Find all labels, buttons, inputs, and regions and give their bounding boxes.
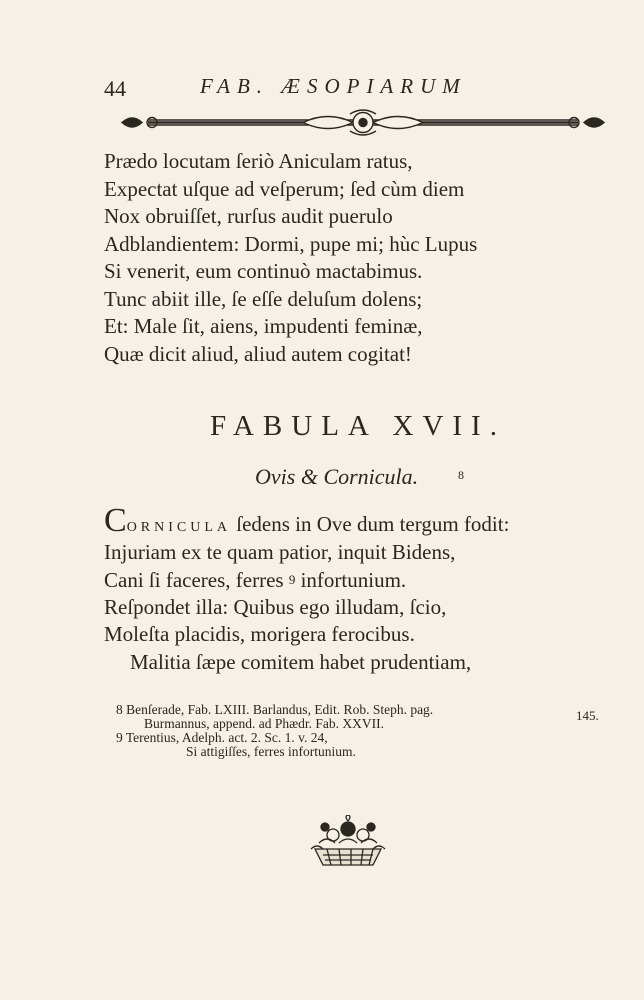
verse-text: ſedens in Ove dum tergum fodit: (231, 512, 510, 536)
small-caps-word: ORNICULA (126, 520, 232, 535)
verse-line: Prædo locutam ſeriò Aniculam ratus, (104, 149, 413, 173)
footnote-8-line: Burmannus, append. ad Phædr. Fab. XXVII. (144, 716, 384, 731)
verse-line: Malitia ſæpe comitem habet prudentiam, (130, 649, 472, 674)
verse-text: infortunium. (295, 568, 407, 592)
verse-line: Si venerit, eum continuò mactabimus. (104, 259, 423, 283)
footnote-9-line: Si attigiſſes, ferres infortunium. (186, 744, 356, 759)
verse-line: Injuriam ex te quam patior, inquit Bidens, (104, 539, 456, 564)
footnote-page-ref: 145. (576, 708, 599, 723)
footnotes (116, 703, 433, 759)
verse-line: Tunc abiit ille, ſe eſſe deluſum dolens; (104, 286, 423, 311)
footnote-ref: 9 (288, 572, 296, 587)
flower-basket-icon (305, 815, 391, 871)
fable-title: FABULA XVII. (210, 410, 506, 442)
verse-line: Quæ dicit aliud, aliud autem cogitat! (104, 341, 412, 366)
footnote-marker: 8 (458, 468, 464, 482)
drop-cap: C (104, 502, 127, 539)
verse-line-with-ref (104, 566, 509, 594)
verse-line: Nox obruiſſet, rurſus audit puerulo (104, 204, 393, 228)
verse-line-first (104, 502, 510, 539)
page-number: 44 (104, 76, 126, 101)
verse-block-bottom (104, 502, 510, 676)
footnote-8-line: 8 Benſerade, Fab. LXIII. Barlandus, Edit. Rob. Steph. pag. (116, 702, 434, 717)
fable-subtitle: Ovis & Cornicula. (255, 464, 419, 489)
page-header (104, 72, 544, 102)
footnote-9-line: 9 Terentius, Adelph. act. 2. Sc. 1. v. 24, (116, 730, 328, 745)
decorative-rule-ornament (118, 108, 608, 138)
verse-line: Et: Male ſit, aiens, impudenti feminæ, (104, 314, 423, 338)
verse-line: Moleſta placidis, morigera ferocibus. (104, 622, 415, 646)
verse-block-top (104, 148, 477, 368)
verse-line: Expectat uſque ad veſperum; ſed cùm diem (104, 176, 465, 201)
verse-line: Reſpondet illa: Quibus ego illudam, ſcio, (104, 594, 447, 619)
verse-line: Adblandientem: Dormi, pupe mi; hùc Lupus (104, 231, 478, 256)
verse-text: Cani ſi faceres, ferres (104, 568, 289, 592)
running-head: FAB. ÆSOPIARUM (200, 74, 467, 98)
